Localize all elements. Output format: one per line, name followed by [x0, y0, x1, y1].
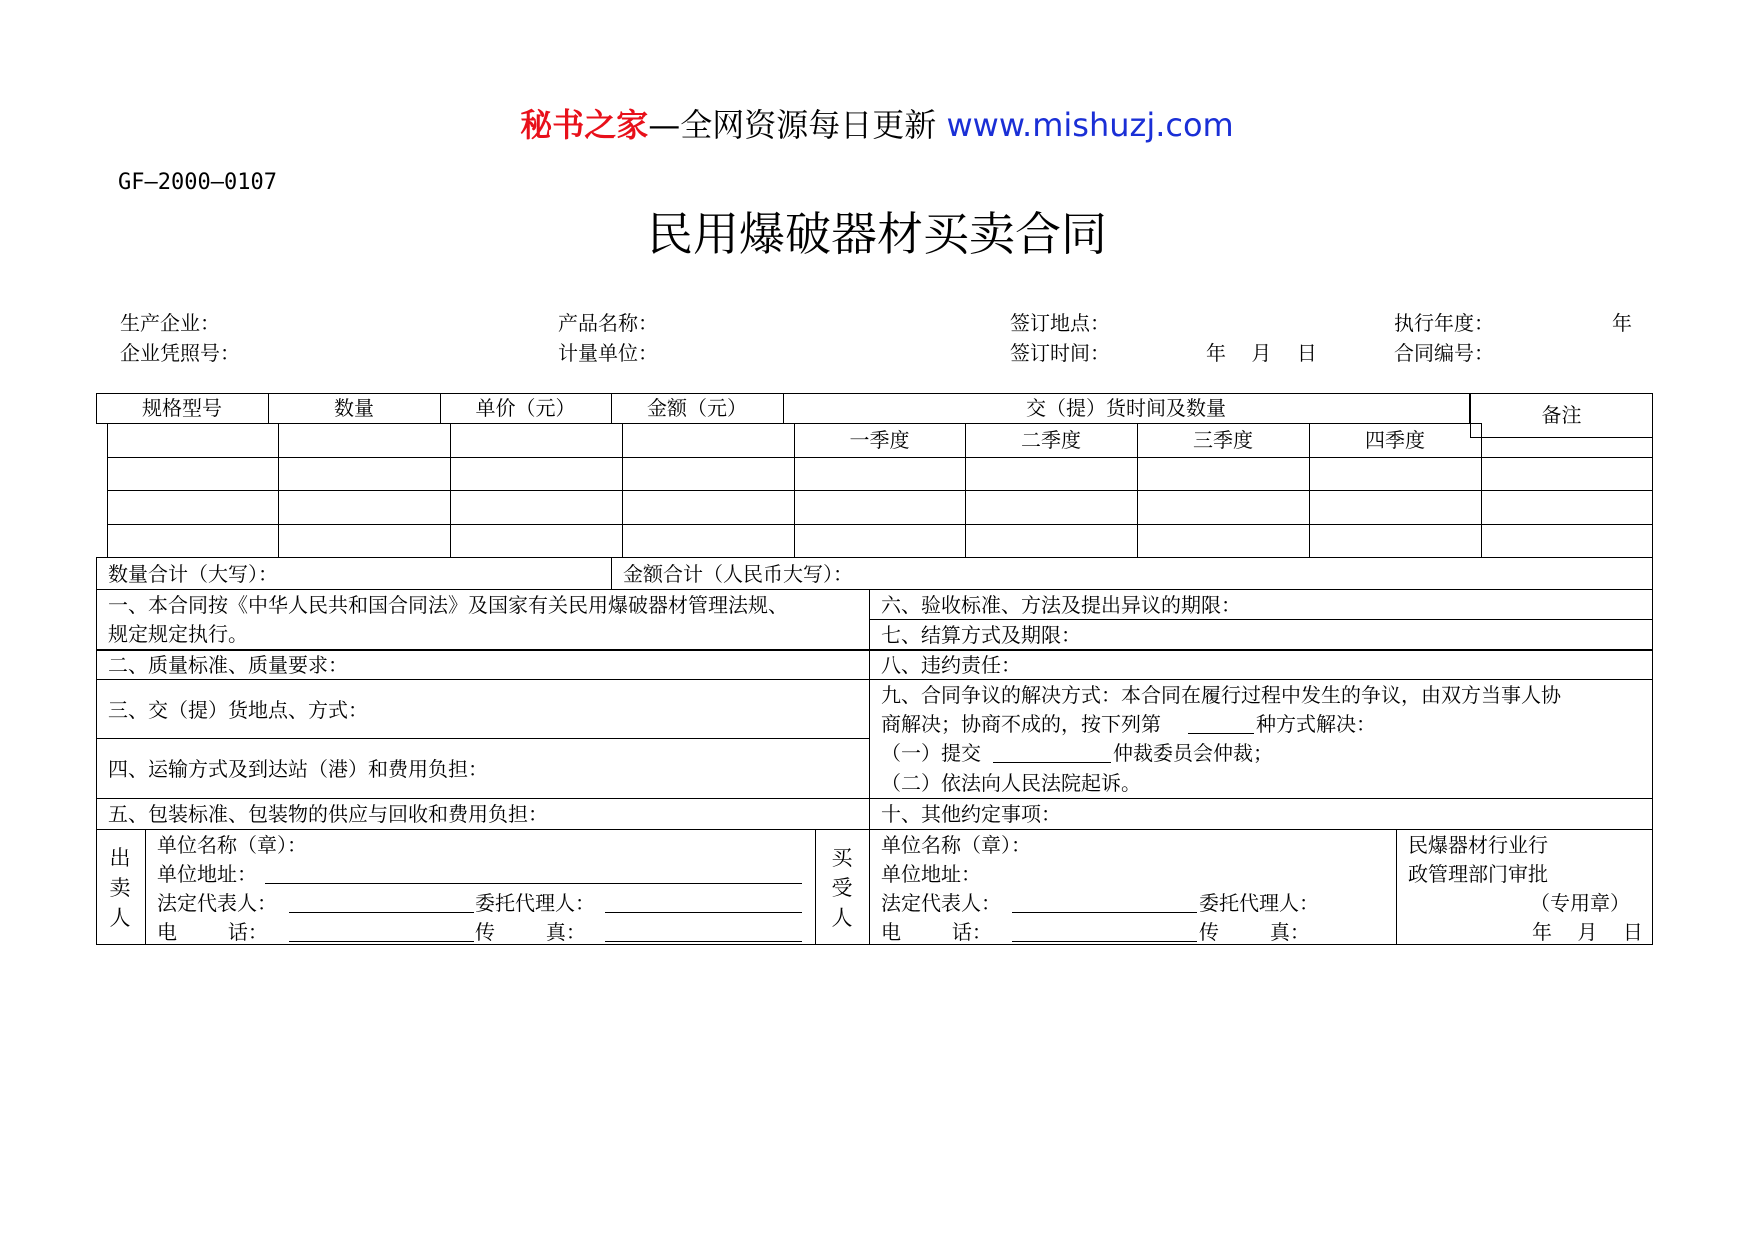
buyer-phone-label: 电 话： [881, 920, 992, 944]
banner-url[interactable]: www.mishuzj.com [946, 106, 1234, 144]
clause-4: 四、运输方式及到达站（港）和费用负担： [108, 757, 488, 781]
clause-9-option1b: 仲裁委员会仲裁； [1113, 741, 1273, 765]
header-quantity: 数量 [334, 396, 374, 420]
header-q1: 一季度 [849, 428, 910, 452]
seller-fax-field[interactable] [605, 941, 802, 942]
sign-time-label: 签订时间： [1010, 341, 1110, 365]
clause-9-line2b: 种方式解决： [1256, 712, 1376, 736]
clause-8: 八、违约责任： [881, 653, 1021, 677]
header-q4: 四季度 [1365, 428, 1425, 452]
header-spec: 规格型号 [142, 396, 222, 420]
amount-total-label: 金额合计（人民币大写）： [623, 562, 853, 586]
clause-2: 二、质量标准、质量要求： [108, 653, 348, 677]
clause-9-option2: （二）依法向人民法院起诉。 [881, 771, 1141, 795]
sign-place-label: 签订地点： [1010, 311, 1110, 335]
buyer-label: 买 受 人 [831, 846, 853, 930]
contract-no-label: 合同编号： [1394, 341, 1494, 365]
clause-9-line1: 九、合同争议的解决方式：本合同在履行过程中发生的争议，由双方当事人协 [881, 683, 1561, 707]
clause-9-line2a: 商解决；协商不成的，按下列第 [881, 712, 1161, 736]
dispute-choice-blank[interactable] [1188, 733, 1254, 734]
clause-1-line2: 规定规定执行。 [108, 622, 248, 646]
seller-phone-label: 电 话： [157, 920, 268, 944]
clause-3: 三、交（提）货地点、方式： [108, 698, 368, 722]
header-q3: 三季度 [1193, 428, 1253, 452]
header-remarks: 备注 [1541, 403, 1582, 427]
clause-10: 十、其他约定事项： [881, 802, 1061, 826]
clause-6: 六、验收标准、方法及提出异议的期限： [881, 593, 1241, 617]
header-unit-price: 单价（元） [475, 396, 576, 420]
clause-5: 五、包装标准、包装物的供应与回收和费用负担： [108, 802, 548, 826]
buyer-agent-label: 委托代理人： [1199, 891, 1319, 915]
approval-line1: 民爆器材行业行 [1408, 833, 1548, 857]
banner-tagline: 全网资源每日更新 [680, 106, 937, 144]
seller-phone-field[interactable] [289, 941, 474, 942]
buyer-legal-rep-field[interactable] [1012, 912, 1197, 913]
header-q2: 二季度 [1021, 428, 1081, 452]
seller-unit-address-label: 单位地址： [157, 862, 257, 886]
exec-year-label: 执行年度： [1394, 311, 1494, 335]
seller-label: 出 卖 人 [109, 846, 131, 930]
seller-legal-rep-field[interactable] [289, 912, 474, 913]
seller-fax-label: 传 真： [475, 920, 586, 944]
producer-label: 生产企业： [120, 311, 220, 335]
document-code: GF—2000—0107 [118, 170, 277, 195]
header-amount: 金额（元） [647, 396, 747, 420]
seller-unit-name-label: 单位名称（章）： [157, 833, 307, 857]
buyer-unit-name-label: 单位名称（章）： [881, 833, 1031, 857]
qty-total-label: 数量合计（大写）： [108, 562, 278, 586]
seller-agent-field[interactable] [605, 912, 802, 913]
page-title: 民用爆破器材买卖合同 [647, 207, 1107, 261]
approval-date: 年 月 日 [1532, 920, 1643, 944]
seller-unit-address-field[interactable] [265, 883, 802, 884]
buyer-fax-label: 传 真： [1199, 920, 1310, 944]
license-no-label: 企业凭照号： [120, 341, 240, 365]
clause-1-line1: 一、本合同按《中华人民共和国合同法》及国家有关民用爆破器材管理法规、 [108, 593, 788, 617]
product-name-label: 产品名称： [558, 311, 658, 335]
exec-year-unit: 年 [1612, 311, 1632, 335]
clause-9-option1a: （一）提交 [881, 741, 981, 765]
header-delivery: 交（提）货时间及数量 [1026, 396, 1226, 420]
approval-line2: 政管理部门审批 [1408, 862, 1548, 886]
approval-seal: （专用章） [1530, 891, 1630, 915]
arbitration-commission-blank[interactable] [993, 762, 1111, 763]
clause-7: 七、结算方式及期限： [881, 623, 1081, 647]
buyer-legal-rep-label: 法定代表人： [881, 891, 1001, 915]
buyer-unit-address-label: 单位地址： [881, 862, 981, 886]
site-banner [0, 100, 1754, 146]
banner-brand: 秘书之家 [520, 106, 649, 144]
seller-legal-rep-label: 法定代表人： [157, 891, 277, 915]
sign-date: 年 月 日 [1206, 341, 1317, 365]
buyer-phone-field[interactable] [1012, 941, 1197, 942]
seller-agent-label: 委托代理人： [475, 891, 595, 915]
unit-label: 计量单位： [558, 341, 658, 365]
banner-dash: — [648, 106, 681, 144]
